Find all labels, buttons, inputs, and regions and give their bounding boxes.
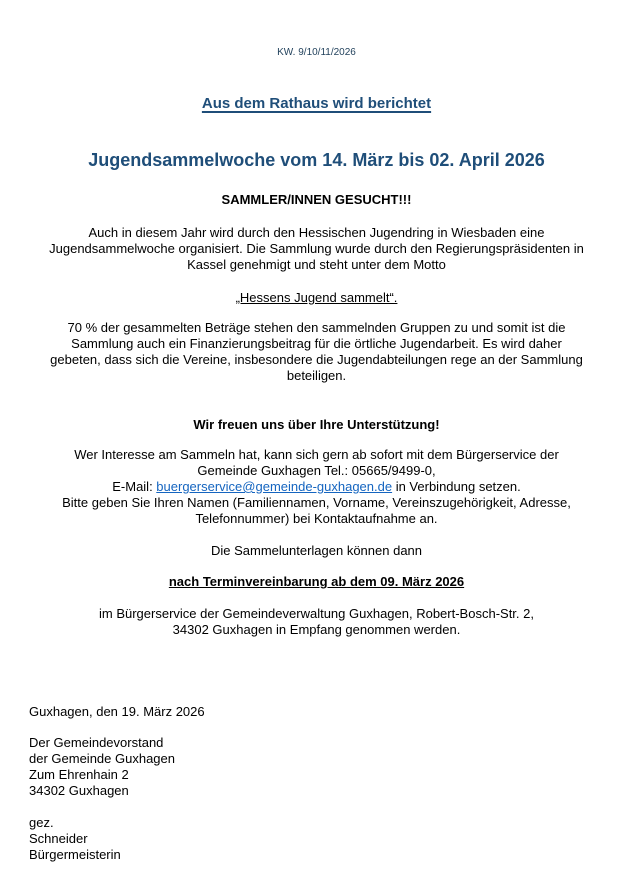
signature-line: Bürgermeisterin (29, 847, 121, 862)
email-line (0, 479, 633, 495)
text-line: Kassel genehmigt und steht unter dem Motto (187, 257, 446, 272)
address-line: der Gemeinde Guxhagen (29, 751, 175, 766)
signature-block (29, 815, 121, 863)
article-headline: Jugendsammelwoche vom 14. März bis 02. April 2026 (88, 150, 545, 170)
documents-intro: Die Sammelunterlagen können dann (210, 543, 423, 558)
email-prefix: E-Mail: (112, 479, 157, 494)
sender-address (29, 735, 175, 799)
address-line: Der Gemeindevorstand (29, 735, 164, 750)
text-line: im Bürgerservice der Gemeindeverwaltung Guxhagen, Robert-Bosch-Str. 2, (99, 606, 534, 621)
text-line: Jugendsammelwoche organisiert. Die Sammlung wurde durch den Regierungspräsidenten in (49, 241, 584, 256)
appointment-note (0, 574, 633, 589)
text-line: 34302 Guxhagen in Empfang genommen werden. (172, 622, 461, 637)
section-title (0, 95, 633, 112)
article-subhead: SAMMLER/INNEN GESUCHT!!! (221, 192, 412, 207)
motto (0, 290, 633, 305)
funding-paragraph (0, 320, 633, 384)
text-line: Telefonnummer) bei Kontaktaufnahme an. (195, 511, 438, 526)
text-line: Sammlung auch ein Finanzierungsbeitrag für die örtliche Jugendarbeit. Es wird daher (71, 336, 562, 351)
intro-paragraph (0, 225, 633, 273)
section-title-text: Aus dem Rathaus wird berichtet (201, 95, 432, 112)
text-line: gebeten, dass sich die Vereine, insbesondere die Jugendabteilungen rege an der Sammlung (50, 352, 583, 367)
text-line: Auch in diesem Jahr wird durch den Hessischen Jugendring in Wiesbaden eine (88, 225, 545, 240)
pickup-paragraph (0, 606, 633, 638)
text-line: Gemeinde Guxhagen Tel.: 05665/9499-0, (197, 463, 436, 478)
address-line: 34302 Guxhagen (29, 783, 129, 798)
text-line: Bitte geben Sie Ihren Namen (Familiennamen, Vorname, Vereinszugehörigkeit, Adresse, (62, 495, 571, 510)
letter-date: Guxhagen, den 19. März 2026 (29, 704, 205, 719)
calendar-week-label: KW. 9/10/11/2026 (277, 47, 356, 58)
email-suffix: in Verbindung setzen. (392, 479, 521, 494)
text-line: 70 % der gesammelten Beträge stehen den sammelnden Gruppen zu und somit ist die (67, 320, 566, 335)
email-link[interactable]: buergerservice@gemeinde-guxhagen.de (156, 479, 393, 494)
thanks-heading: Wir freuen uns über Ihre Unterstützung! (193, 417, 440, 432)
signature-line: gez. (29, 815, 54, 830)
text-line: Wer Interesse am Sammeln hat, kann sich gern ab sofort mit dem Bürgerservice der (74, 447, 559, 462)
signature-line: Schneider (29, 831, 88, 846)
address-line: Zum Ehrenhain 2 (29, 767, 129, 782)
text-line: beteiligen. (286, 368, 347, 383)
motto-text: „Hessens Jugend sammelt“. (235, 290, 398, 305)
contact-paragraph (0, 447, 633, 527)
appointment-note-text: nach Terminvereinbarung ab dem 09. März 2026 (168, 574, 465, 589)
